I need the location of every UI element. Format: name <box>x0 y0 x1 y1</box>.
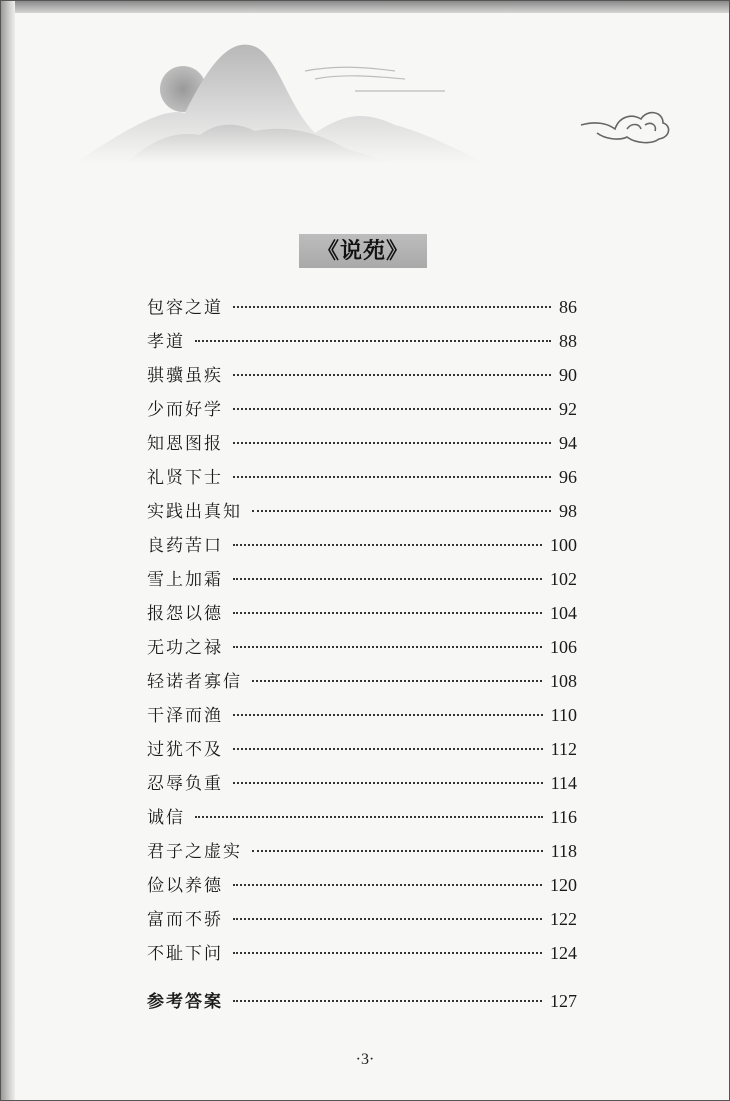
toc-item-page: 108 <box>550 671 577 691</box>
toc-item[interactable] <box>147 293 577 327</box>
toc-dot-leader <box>233 408 551 410</box>
page-number: ·3· <box>355 1051 375 1068</box>
toc-item[interactable] <box>147 871 577 905</box>
toc-dot-leader <box>233 748 543 750</box>
toc-dot-leader <box>233 714 543 716</box>
toc-item-title: 俭以养德 <box>147 876 223 896</box>
toc-dot-leader <box>233 612 542 614</box>
toc-item-title: 骐骥虽疾 <box>147 366 223 386</box>
toc-item-page: 104 <box>550 603 577 623</box>
toc-dot-leader <box>233 306 551 308</box>
toc-item-title: 雪上加霜 <box>147 570 223 590</box>
book-spine-shadow <box>1 1 15 1100</box>
toc-dot-leader <box>233 952 542 954</box>
toc-item-references[interactable] <box>147 987 577 1021</box>
toc-item[interactable] <box>147 531 577 565</box>
toc-item-page: 88 <box>559 331 577 351</box>
section-title: 《说苑》 <box>299 234 427 268</box>
toc-item-page: 106 <box>550 637 577 657</box>
toc-dot-leader <box>233 918 542 920</box>
toc-item-title: 参考答案 <box>147 992 223 1012</box>
toc-item-page: 127 <box>550 991 577 1011</box>
toc-dot-leader <box>233 1000 542 1002</box>
toc-dot-leader <box>233 476 551 478</box>
toc-item-page: 110 <box>550 705 577 725</box>
toc-item[interactable] <box>147 701 577 735</box>
toc-item-title: 报怨以德 <box>147 604 223 624</box>
toc-item-page: 102 <box>550 569 577 589</box>
toc-item-title: 包容之道 <box>147 298 223 318</box>
toc-item-page: 92 <box>559 399 577 419</box>
toc-item-page: 114 <box>550 773 577 793</box>
toc-item-title: 礼贤下士 <box>147 468 223 488</box>
toc-item-title: 君子之虚实 <box>147 842 242 862</box>
auspicious-cloud-icon <box>581 113 669 143</box>
toc-item[interactable] <box>147 803 577 837</box>
toc-item-title: 富而不骄 <box>147 910 223 930</box>
toc-item-page: 98 <box>559 501 577 521</box>
toc-dot-leader <box>233 646 542 648</box>
toc-item-page: 100 <box>550 535 577 555</box>
toc-item[interactable] <box>147 395 577 429</box>
toc-item-title: 实践出真知 <box>147 502 242 522</box>
toc-item[interactable] <box>147 463 577 497</box>
mountain-sun-cloud-decoration <box>15 13 730 173</box>
toc-dot-leader <box>233 544 542 546</box>
toc-dot-leader <box>195 816 543 818</box>
toc-item[interactable] <box>147 633 577 667</box>
toc-item[interactable] <box>147 361 577 395</box>
toc-item-title: 诚信 <box>147 808 185 828</box>
toc-item[interactable] <box>147 905 577 939</box>
toc-item[interactable] <box>147 599 577 633</box>
page-top-edge <box>1 1 729 13</box>
toc-item-page: 96 <box>559 467 577 487</box>
toc-dot-leader <box>233 782 543 784</box>
toc-dot-leader <box>233 442 551 444</box>
toc-item-title: 良药苦口 <box>147 536 223 556</box>
toc-item-title: 少而好学 <box>147 400 223 420</box>
toc-item[interactable] <box>147 735 577 769</box>
mountain-icon <box>75 45 485 163</box>
toc-item[interactable] <box>147 939 577 973</box>
toc-item-page: 112 <box>550 739 577 759</box>
toc-item[interactable] <box>147 497 577 531</box>
toc-item-title: 孝道 <box>147 332 185 352</box>
toc-item-title: 不耻下问 <box>147 944 223 964</box>
toc-dot-leader <box>233 374 551 376</box>
toc-dot-leader <box>233 884 542 886</box>
toc-item-page: 116 <box>550 807 577 827</box>
toc-dot-leader <box>233 578 542 580</box>
toc-item[interactable] <box>147 769 577 803</box>
toc-item-page: 118 <box>550 841 577 861</box>
toc-item-page: 86 <box>559 297 577 317</box>
table-of-contents <box>147 293 577 1021</box>
toc-dot-leader <box>252 510 551 512</box>
toc-item-page: 90 <box>559 365 577 385</box>
toc-item-title: 轻诺者寡信 <box>147 672 242 692</box>
toc-item[interactable] <box>147 837 577 871</box>
toc-item-title: 知恩图报 <box>147 434 223 454</box>
toc-dot-leader <box>252 850 543 852</box>
toc-dot-leader <box>252 680 542 682</box>
toc-item-page: 120 <box>550 875 577 895</box>
toc-item-page: 122 <box>550 909 577 929</box>
toc-item-page: 94 <box>559 433 577 453</box>
toc-item-title: 无功之禄 <box>147 638 223 658</box>
toc-item[interactable] <box>147 667 577 701</box>
toc-item-title: 干泽而渔 <box>147 706 223 726</box>
toc-item-title: 忍辱负重 <box>147 774 223 794</box>
toc-item-title: 过犹不及 <box>147 740 223 760</box>
toc-item[interactable] <box>147 429 577 463</box>
horizon-line-icon <box>305 67 445 91</box>
toc-item[interactable] <box>147 565 577 599</box>
toc-item[interactable] <box>147 327 577 361</box>
toc-item-page: 124 <box>550 943 577 963</box>
toc-dot-leader <box>195 340 551 342</box>
